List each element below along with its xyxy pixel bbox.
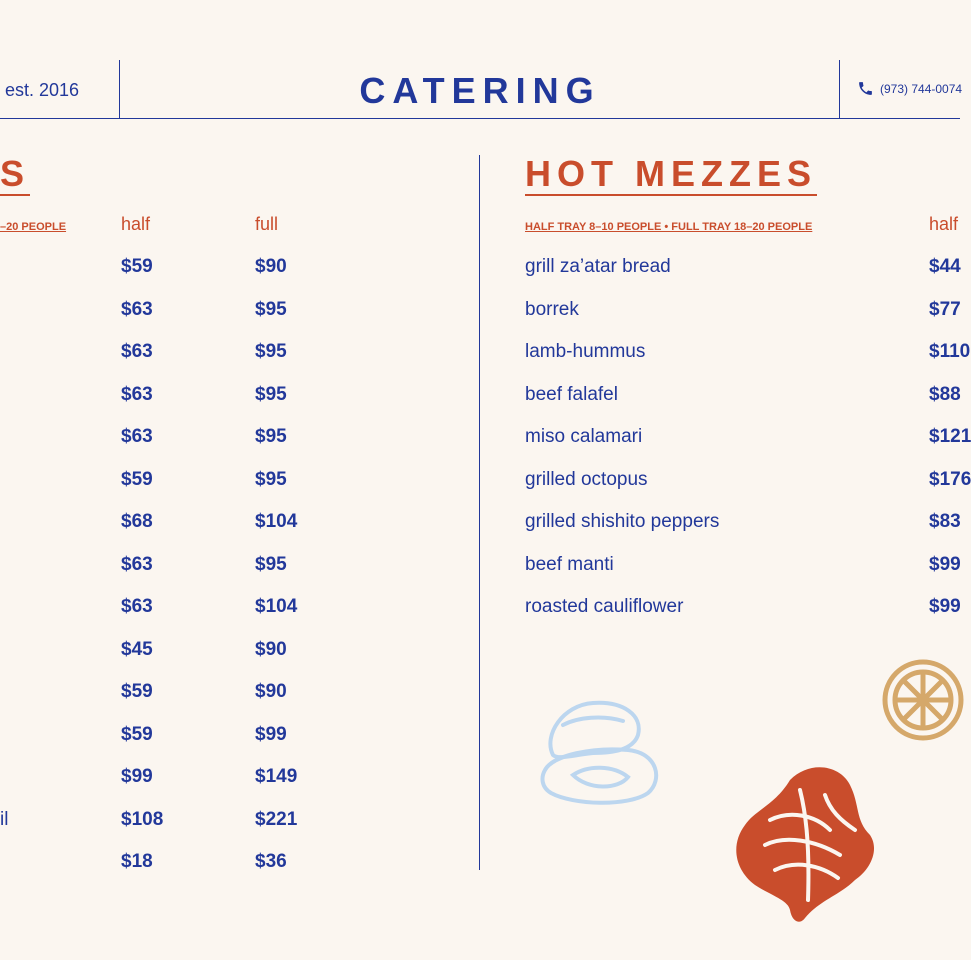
menu-item-name: il (0, 808, 9, 830)
menu-item-full-price: $99 (255, 723, 287, 745)
menu-item-half-price: $99 (929, 596, 961, 617)
menu-item-name: miso calamari (525, 426, 643, 447)
right-section-subtitle: HALF TRAY 8–10 PEOPLE • FULL TRAY 18–20 PEOPLE (525, 221, 813, 233)
menu-item-half-price: $59 (121, 681, 153, 702)
right-col-half-header: half (929, 214, 959, 234)
menu-item-half-price: $45 (121, 638, 153, 660)
header-divider (0, 118, 960, 119)
menu-item-name: grilled shishito peppers (525, 511, 720, 532)
menu-item-half-price: $59 (121, 468, 153, 490)
menu-item-full-price: $95 (255, 468, 287, 490)
menu-item-full-price: $95 (255, 298, 287, 320)
menu-item-name: grilled octopus (525, 468, 648, 490)
menu-item-name: lamb-hummus (525, 341, 646, 362)
menu-item-full-price: $90 (255, 256, 287, 277)
section-divider (479, 155, 480, 870)
menu-item-half-price: $99 (929, 553, 961, 575)
page-title: CATERING (359, 70, 601, 111)
menu-item-full-price: $90 (255, 681, 287, 702)
menu-item-half-price: $110 (929, 341, 971, 362)
menu-item-name: beef manti (525, 553, 614, 575)
menu-item-half-price: $176 (929, 468, 971, 490)
left-col-half-header: half (121, 214, 151, 234)
right-section-title: HOT MEZZES (525, 153, 817, 194)
menu-item-name: roasted cauliflower (525, 596, 684, 617)
menu-item-full-price: $95 (255, 383, 287, 405)
phone-number-link[interactable] (857, 80, 962, 97)
menu-item-half-price: $63 (121, 298, 153, 320)
phone-icon (857, 80, 874, 97)
menu-item-full-price: $90 (255, 638, 287, 660)
oyster-illustration (533, 695, 668, 810)
menu-item-full-price: $104 (255, 596, 298, 617)
menu-item-name: grill za’atar bread (525, 256, 671, 277)
menu-item-half-price: $83 (929, 511, 961, 532)
left-section-subtitle: –20 PEOPLE (0, 221, 67, 233)
menu-item-half-price: $121 (929, 426, 971, 447)
menu-item-half-price: $44 (929, 256, 961, 277)
menu-item-half-price: $63 (121, 426, 153, 447)
menu-item-half-price: $63 (121, 341, 153, 362)
menu-item-half-price: $59 (121, 723, 153, 745)
menu-item-full-price: $95 (255, 426, 287, 447)
menu-item-half-price: $77 (929, 298, 961, 320)
lemon-slice-illustration (878, 655, 968, 745)
menu-item-name: beef falafel (525, 383, 618, 405)
menu-item-full-price: $95 (255, 341, 287, 362)
menu-item-half-price: $18 (121, 851, 153, 872)
menu-item-half-price: $88 (929, 383, 961, 405)
established-label: est. 2016 (5, 80, 80, 100)
menu-item-full-price: $95 (255, 553, 287, 575)
menu-item-full-price: $221 (255, 808, 298, 830)
menu-item-full-price: $149 (255, 766, 298, 787)
menu-item-full-price: $104 (255, 511, 298, 532)
menu-item-name: borrek (525, 298, 579, 320)
menu-item-half-price: $99 (121, 766, 153, 787)
menu-item-half-price: $63 (121, 553, 153, 575)
menu-item-half-price: $63 (121, 596, 153, 617)
phone-number: (973) 744-0074 (880, 81, 963, 96)
artichoke-illustration (730, 750, 885, 930)
left-col-full-header: full (255, 214, 279, 234)
menu-item-half-price: $108 (121, 808, 164, 830)
menu-item-half-price: $63 (121, 383, 153, 405)
menu-item-half-price: $68 (121, 511, 153, 532)
left-section-title: S (0, 153, 31, 194)
menu-item-half-price: $59 (121, 256, 153, 277)
menu-item-full-price: $36 (255, 851, 287, 872)
